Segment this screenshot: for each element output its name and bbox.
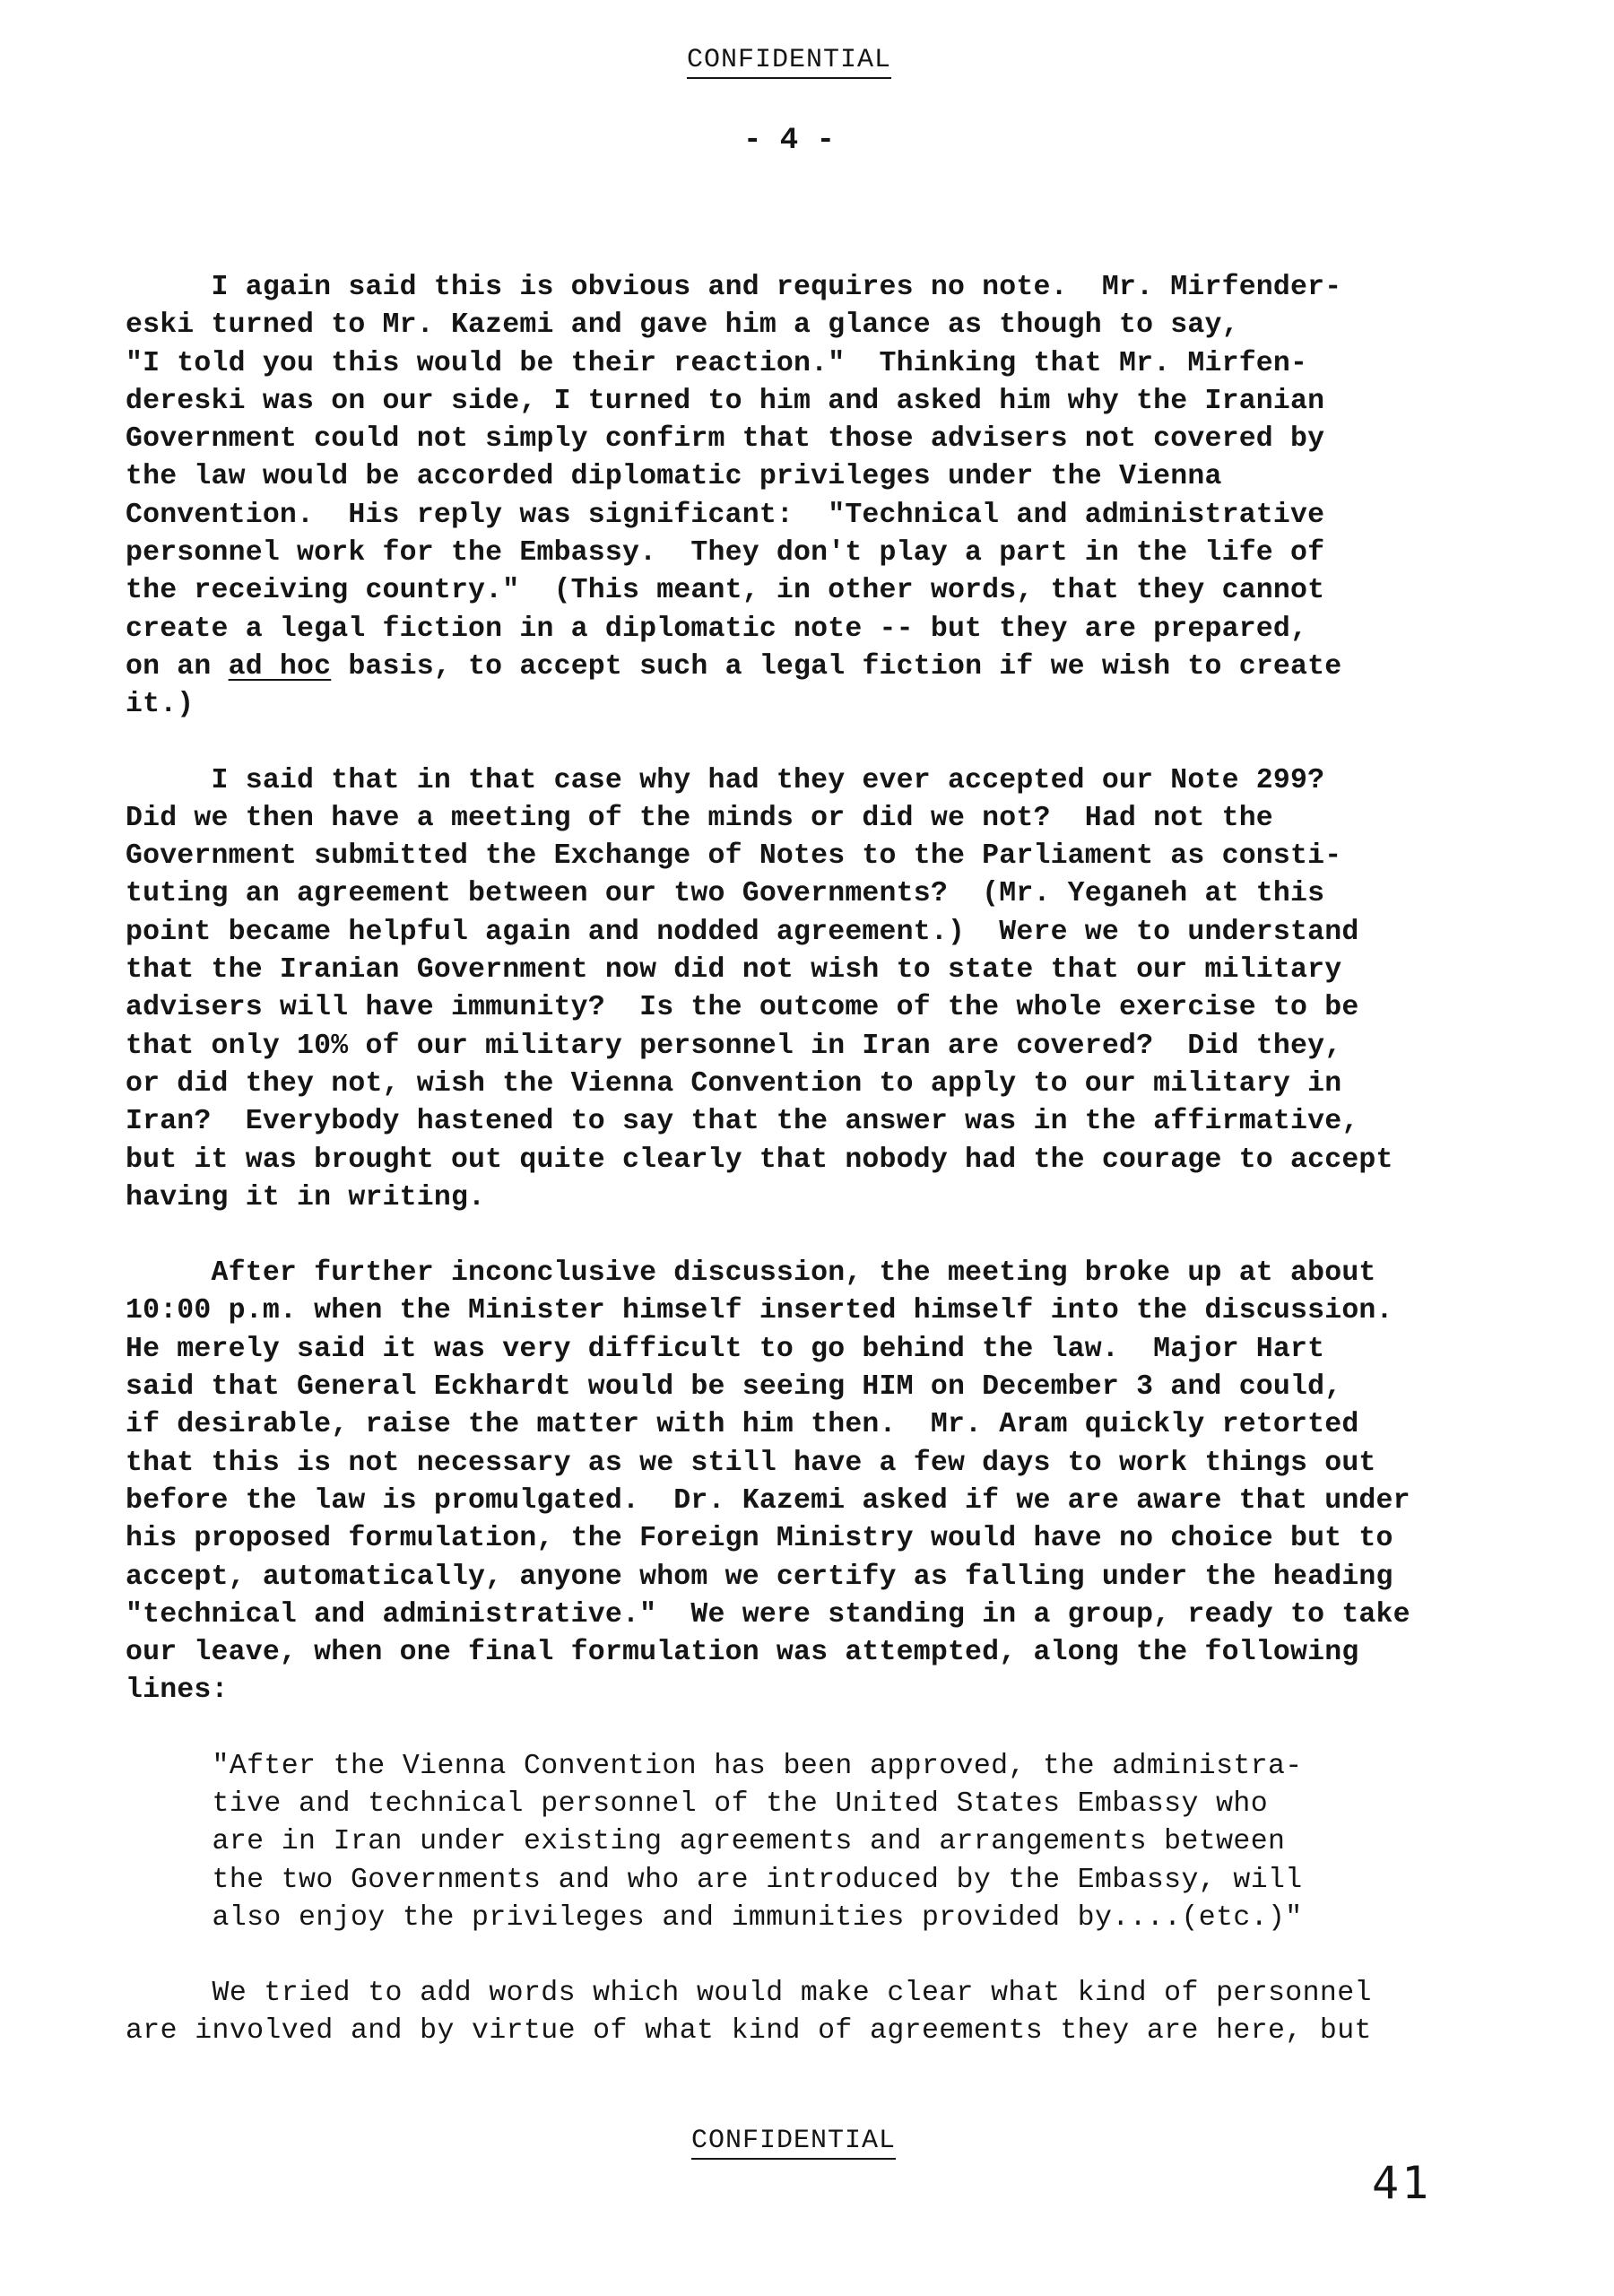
- text-line: are involved and by virtue of what kind of agreements they are here, but: [126, 2015, 1372, 2048]
- footer-classification: [0, 2126, 1587, 2160]
- text-fragment: on an: [126, 650, 229, 683]
- text-line: dereski was on our side, I turned to him and asked him why the Iranian: [126, 385, 1325, 417]
- text-fragment: basis, to accept such a legal fiction if we wish to create: [331, 650, 1342, 683]
- text-line: "I told you this would be their reaction." Thinking that Mr. Mirfen-: [126, 347, 1308, 379]
- text-line: eski turned to Mr. Kazemi and gave him a glance as though to say,: [126, 309, 1239, 342]
- text-line: Government could not simply confirm that those advisers not covered by: [126, 423, 1325, 456]
- text-line: said that General Eckhardt would be seeing HIM on December 3 and could,: [126, 1371, 1342, 1404]
- body-text: [126, 269, 1578, 2089]
- text-line: before the law is promulgated. Dr. Kazemi asked if we are aware that under: [126, 1484, 1410, 1517]
- footer-classification-text: CONFIDENTIAL: [691, 2126, 896, 2160]
- text-line: I said that in that case why had they ever accepted our Note 299?: [126, 764, 1325, 796]
- text-line: that this is not necessary as we still have a few days to work things out: [126, 1447, 1376, 1479]
- underlined-phrase: ad hoc: [228, 650, 332, 683]
- header-classification: [0, 45, 1578, 79]
- text-line: or did they not, wish the Vienna Convention to apply to our military in: [126, 1067, 1342, 1100]
- text-line: create a legal fiction in a diplomatic note -- but they are prepared,: [126, 613, 1308, 645]
- text-line: our leave, when one final formulation was attempted, along the following: [126, 1637, 1359, 1669]
- text-line: I again said this is obvious and requires no note. Mr. Mirfender-: [126, 272, 1342, 303]
- text-line: his proposed formulation, the Foreign Ministry would have no choice but to: [126, 1523, 1393, 1555]
- text-line: Convention. His reply was significant: "Technical and administrative: [126, 499, 1325, 531]
- text-line: After further inconclusive discussion, the meeting broke up at about: [126, 1257, 1376, 1290]
- text-line: are in Iran under existing agreements and arrangements between: [126, 1826, 1286, 1858]
- text-line: advisers will have immunity? Is the outcome of the whole exercise to be: [126, 992, 1359, 1024]
- text-line: having it in writing.: [126, 1181, 486, 1213]
- text-line: point became helpful again and nodded agreement.) Were we to understand: [126, 916, 1359, 948]
- text-line: also enjoy the privileges and immunities provided by....(etc.)": [126, 1901, 1303, 1934]
- folio-number: 41: [1372, 2157, 1432, 2209]
- text-line: the receiving country." (This meant, in other words, that they cannot: [126, 575, 1325, 607]
- text-line: Iran? Everybody hastened to say that the answer was in the affirmative,: [126, 1106, 1359, 1138]
- text-line: the two Governments and who are introduced by the Embassy, will: [126, 1864, 1303, 1896]
- text-line: 10:00 p.m. when the Minister himself inserted himself into the discussion.: [126, 1295, 1393, 1327]
- text-line: it.): [126, 689, 195, 721]
- text-line: personnel work for the Embassy. They don't play a part in the life of: [126, 537, 1325, 570]
- text-line: lines:: [126, 1674, 229, 1707]
- text-line: accept, automatically, anyone whom we certify as falling under the heading: [126, 1561, 1393, 1593]
- text-line: tuting an agreement between our two Governments? (Mr. Yeganeh at this: [126, 878, 1325, 910]
- text-line: tive and technical personnel of the United States Embassy who: [126, 1787, 1269, 1820]
- quoted-formulation: [126, 1748, 1578, 1937]
- page-marker: - 4 -: [742, 124, 836, 158]
- paragraph-3: [126, 1255, 1578, 1710]
- paragraph-2: [126, 762, 1578, 1218]
- text-line: We tried to add words which would make clear what kind of personnel: [126, 1978, 1372, 2010]
- text-line: "After the Vienna Convention has been approved, the administra-: [126, 1750, 1303, 1782]
- paragraph-5: [126, 1975, 1578, 2051]
- header-classification-text: CONFIDENTIAL: [687, 45, 891, 79]
- text-line: the law would be accorded diplomatic privileges under the Vienna: [126, 461, 1222, 493]
- paragraph-1: [126, 269, 1578, 725]
- text-line: "technical and administrative." We were standing in a group, ready to take: [126, 1598, 1410, 1631]
- text-line: He merely said it was very difficult to go behind the law. Major Hart: [126, 1333, 1325, 1365]
- text-line: Did we then have a meeting of the minds or did we not? Had not the: [126, 802, 1273, 834]
- text-line: that only 10% of our military personnel in Iran are covered? Did they,: [126, 1030, 1342, 1062]
- text-line: if desirable, raise the matter with him then. Mr. Aram quickly retorted: [126, 1409, 1359, 1441]
- text-line: Government submitted the Exchange of Notes to the Parliament as consti-: [126, 840, 1342, 873]
- text-line-ad-hoc: [126, 648, 1578, 686]
- text-line: that the Iranian Government now did not wish to state that our military: [126, 954, 1342, 987]
- text-line: but it was brought out quite clearly that nobody had the courage to accept: [126, 1144, 1393, 1176]
